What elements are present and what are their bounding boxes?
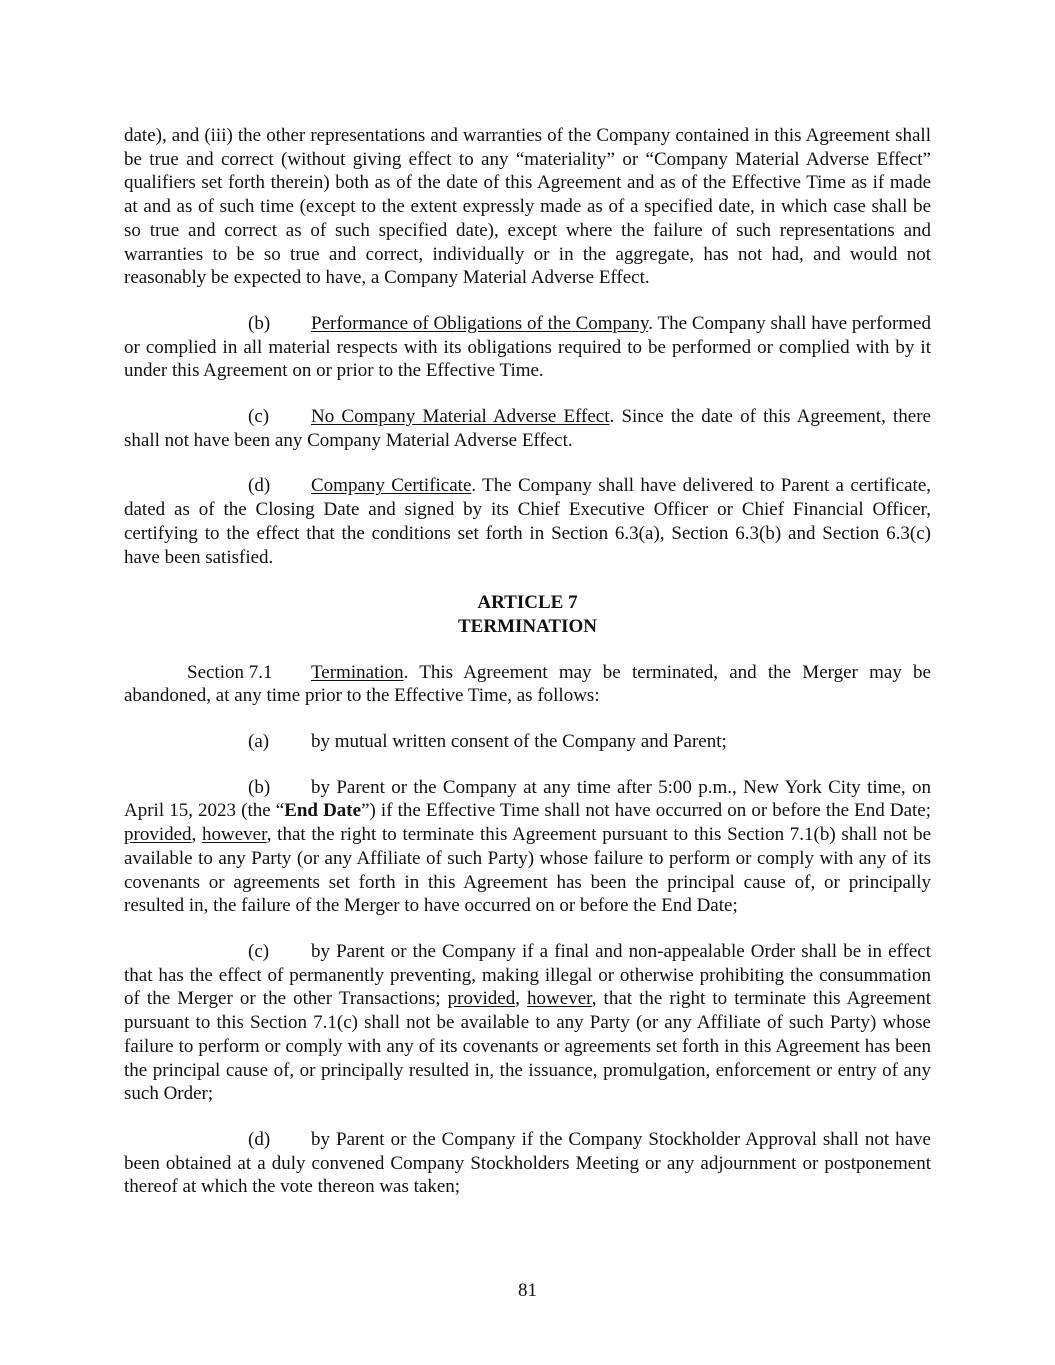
section-7-1 (124, 661, 931, 708)
article-number: ARTICLE 7 (477, 592, 578, 614)
paragraph-6-3-d (124, 474, 931, 569)
clause-text: ”) if the Effective Time shall not have occurred on or before the End Date; (361, 800, 932, 822)
clause-7-1-d (124, 1128, 931, 1199)
paragraph-label: (d) (248, 475, 271, 497)
proviso-term: provided (447, 988, 516, 1010)
paragraph-title: Performance of Obligations of the Company (311, 312, 649, 334)
clause-text: , that the right to terminate this Agreement pursuant to this Section 7.1(c) shall not be available to any Party (or any Affiliate of such Party) whose failure to perform or comply with any of its covenants or agreements set forth in this Agreement has been the principal cause of, or principally resulted in, the issuance, promulgation, enforcement or entry of any such Order; (124, 988, 931, 1105)
page-number: 81 (518, 1280, 537, 1301)
intro-text: date), and (iii) the other representations and warranties of the Company contained in this Agreement shall be true and correct (without giving effect to any “materiality” or “Company Material Adverse Effect” qualifiers set forth therein) both as of the date of this Agreement and as of the Effective Time as if made at and as of such time (except to the extent expressly made as of a specified date, in which case shall be so true and correct as of such specified date), except where the failure of such representations and warranties to be so true and correct, individually or in the aggregate, has not had, and would not reasonably be expected to have, a Company Material Adverse Effect. (124, 125, 931, 289)
clause-text: by Parent or the Company at any time after 5:00 p.m., New York City time, on April 15, 2023 (the “ (124, 776, 931, 822)
clause-text: by Parent or the Company if the Company Stockholder Approval shall not have been obtained at a duly convened Company Stockholders Meeting or any adjournment or postponement thereof at which the vote thereon was taken; (124, 1128, 931, 1198)
defined-term: End Date (284, 800, 362, 822)
clause-label: (c) (248, 940, 270, 962)
section-title: Termination (311, 661, 404, 683)
paragraph-label: (b) (248, 312, 271, 334)
clause-text: by Parent or the Company if a final and non-appealable Order shall be in effect that has the effect of permanently preventing, making illegal or otherwise prohibiting the consummation of the Merger or the other Transactions; (124, 940, 931, 1010)
clause-text: by mutual written consent of the Company and Parent; (311, 731, 727, 753)
section-text: . This Agreement may be terminated, and the Merger may be abandoned, at any time prior to the Effective Time, as follows: (124, 661, 931, 707)
paragraph-label: (c) (248, 406, 270, 428)
clause-text: , (515, 988, 528, 1010)
paragraph-title: Company Certificate (311, 475, 472, 497)
paragraph-text: . The Company shall have performed or complied in all material respects with its obligations required to be performed or complied with by it under this Agreement on or prior to the Effective Time. (124, 312, 931, 382)
document-page (124, 124, 931, 1221)
proviso-term: however (527, 988, 592, 1010)
clause-7-1-a (124, 730, 931, 754)
paragraph-text: . The Company shall have delivered to Parent a certificate, dated as of the Closing Date and signed by its Chief Executive Officer or Chief Financial Officer, certifying to the effect that the conditions set forth in Section 6.3(a), Section 6.3(b) and Section 6.3(c) have been satisfied. (124, 475, 932, 568)
clause-label: (b) (248, 776, 271, 798)
article-title: TERMINATION (458, 615, 597, 637)
paragraph-6-3-c (124, 405, 931, 452)
article-heading (124, 591, 931, 638)
paragraph-title: No Company Material Adverse Effect (311, 406, 610, 428)
clause-label: (d) (248, 1128, 271, 1150)
paragraph-text: . Since the date of this Agreement, there shall not have been any Company Material Adverse Effect. (124, 406, 931, 451)
proviso-term: provided (124, 824, 192, 846)
clause-text: , (191, 824, 203, 846)
clause-label: (a) (248, 731, 270, 753)
intro-paragraph (124, 124, 931, 290)
section-label: Section 7.1 (187, 661, 273, 683)
clause-7-1-c (124, 940, 931, 1106)
proviso-term: however (202, 824, 267, 846)
clause-7-1-b (124, 776, 931, 918)
paragraph-6-3-b (124, 312, 931, 383)
clause-text: , that the right to terminate this Agreement pursuant to this Section 7.1(b) shall not be available to any Party (or any Affiliate of such Party) whose failure to perform or comply with any of its covenants or agreements set forth in this Agreement has been the principal cause of, or principally resulted in, the failure of the Merger to have occurred on or before the End Date; (124, 824, 931, 917)
